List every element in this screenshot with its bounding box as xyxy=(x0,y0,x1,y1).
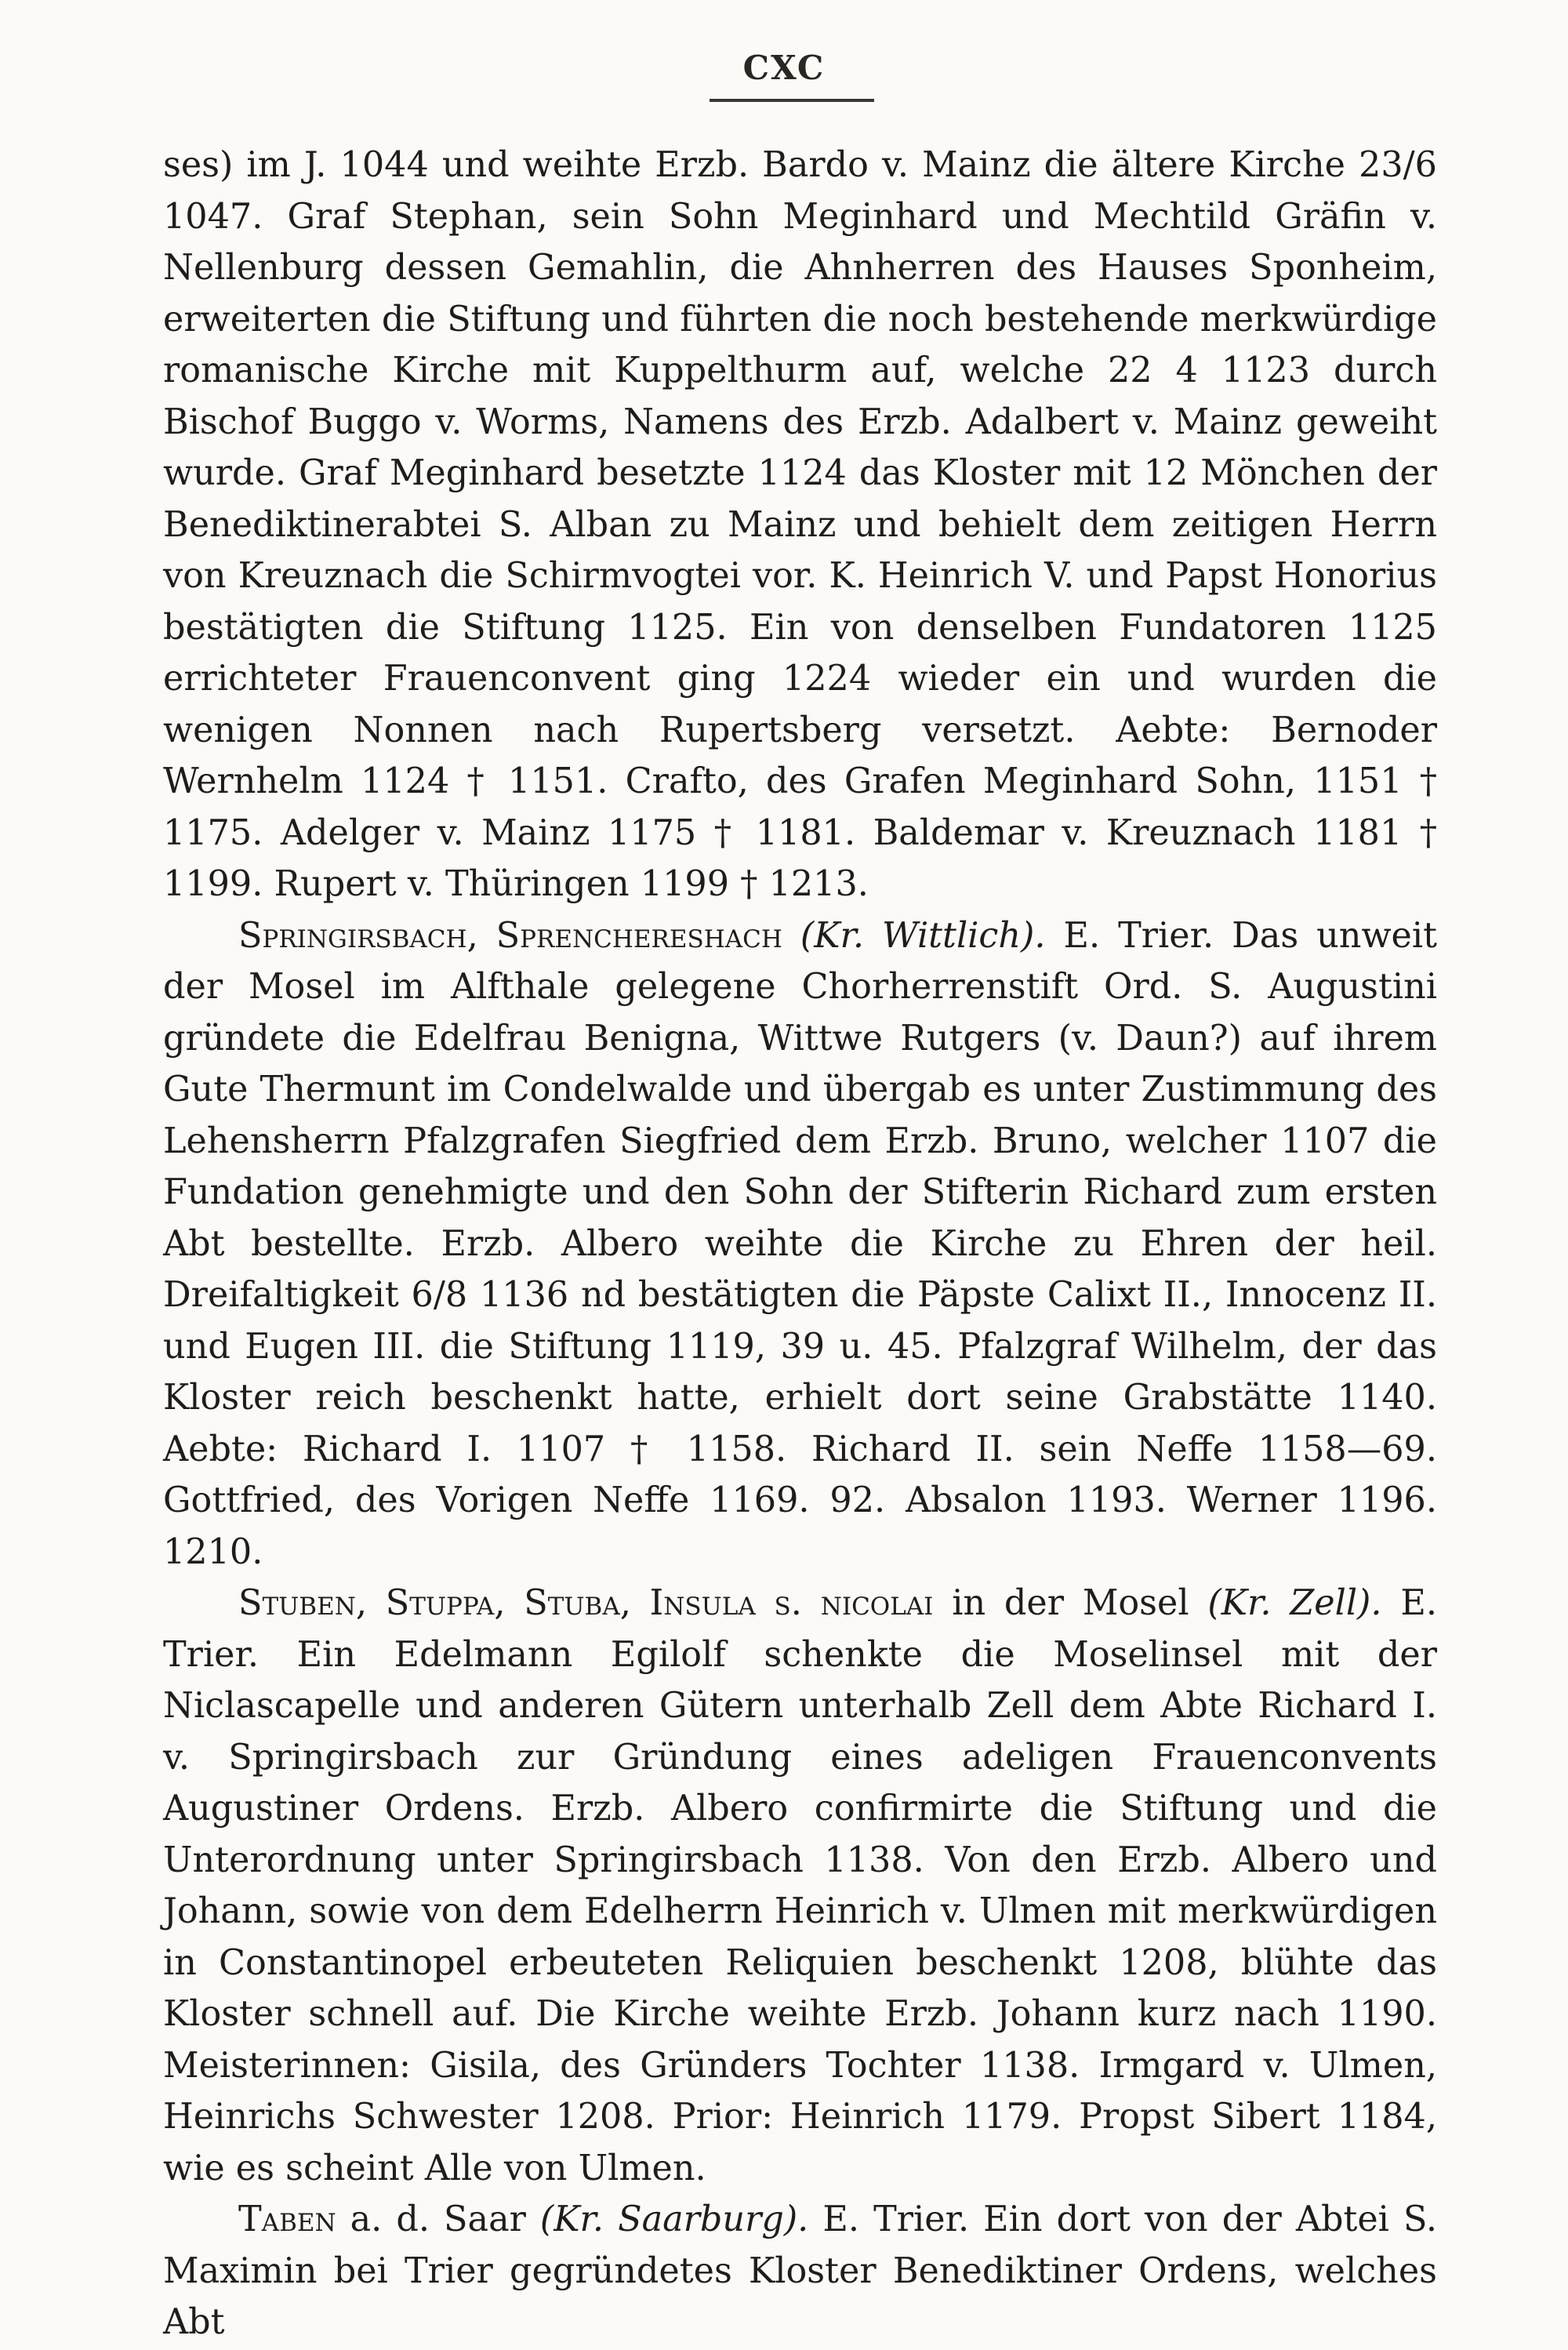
entry-location: (Kr. Wittlich). xyxy=(800,915,1046,956)
entry-heading: Taben xyxy=(238,2199,336,2239)
entry-text-prefix: in der Mosel xyxy=(933,1583,1208,1623)
entry-heading: Stuben, Stuppa, Stuba, Insula s. nicolai xyxy=(238,1583,934,1623)
entry-text: E. Trier. Ein Edelmann Egilolf schenkte die Moselinsel mit der Niclascapelle und anderen Gütern unterhalb Zell dem Abte Richard I. v. Springirsbach zur Gründung eines adeligen Frauenconvents Augustiner Ordens. Erzb. Albero confirmirte die Stiftung und die Unterordnung unter Springirsbach 1138. Von den Erzb. Albero und Johann, sowie von dem Edelherrn Heinrich v. Ulmen mit merkwürdigen in Constantinopel erbeuteten Reliquien beschenkt 1208, blühte das Kloster schnell auf. Die Kirche weihte Erzb. Johann kurz nach 1190. Meisterinnen: Gisila, des Gründers Tochter 1138. Irmgard v. Ulmen, Heinrichs Schwester 1208. Prior: Heinrich 1179. Propst Sibert 1184, wie es scheint Alle von Ulmen. xyxy=(163,1583,1437,2188)
entry-text: E. Trier. Ein dort von der Abtei S. Maximin bei Trier gegründetes Kloster Benediktiner Ordens, welches Abt xyxy=(163,2199,1437,2342)
paragraph-text: ses) im J. 1044 und weihte Erzb. Bardo v. Mainz die ältere Kirche 23/6 1047. Graf Stephan, sein Sohn Meginhard und Mechtild Gräfin v. Nellenburg dessen Gemahlin, die Ahnherren des Hauses Sponheim, erweiterten die Stiftung und führten die noch bestehende merkwürdige romanische Kirche mit Kuppelthurm auf, welche 22 4 1123 durch Bischof Buggo v. Worms, Namens des Erzb. Adalbert v. Mainz geweiht wurde. Graf Meginhard besetzte 1124 das Kloster mit 12 Mönchen der Benediktinerabtei S. Alban zu Mainz und behielt dem zeitigen Herrn von Kreuznach die Schirmvogtei vor. K. Heinrich V. und Papst Honorius bestätigten die Stiftung 1125. Ein von denselben Fundatoren 1125 errichteter Frauenconvent ging 1224 wieder ein und wurden die wenigen Nonnen nach Rupertsberg versetzt. Aebte: Bernoder Wernhelm 1124 † 1151. Crafto, des Grafen Meginhard Sohn, 1151 † 1175. Adelger v. Mainz 1175 † 1181. Baldemar v. Kreuznach 1181 † 1199. Rupert v. Thüringen 1199 † 1213. xyxy=(163,145,1437,904)
entry-location: (Kr. Saarburg). xyxy=(539,2199,809,2239)
entry-springirsbach xyxy=(163,910,1437,1578)
entry-text-prefix: a. d. Saar xyxy=(336,2199,540,2239)
entry-location: (Kr. Zell). xyxy=(1207,1583,1382,1623)
body-text xyxy=(163,140,1437,2348)
entry-stuben xyxy=(163,1578,1437,2194)
entry-text: E. Trier. Das unweit der Mosel im Alfthale gelegene Chorherrenstift Ord. S. Augustini gründete die Edelfrau Benigna, Wittwe Rutgers (v. Daun?) auf ihrem Gute Thermunt im Condelwalde und übergab es unter Zustimmung des Lehensherrn Pfalzgrafen Siegfried dem Erzb. Bruno, welcher 1107 die Fundation genehmigte und den Sohn der Stifterin Richard zum ersten Abt bestellte. Erzb. Albero weihte die Kirche zu Ehren der heil. Dreifaltigkeit 6/8 1136 nd bestätigten die Päpste Calixt II., Innocenz II. und Eugen III. die Stiftung 1119, 39 u. 45. Pfalzgraf Wilhelm, der das Kloster reich beschenkt hatte, erhielt dort seine Grabstätte 1140. Aebte: Richard I. 1107 † 1158. Richard II. sein Neffe 1158—69. Gottfried, des Vorigen Neffe 1169. 92. Absalon 1193. Werner 1196. 1210. xyxy=(163,915,1437,1572)
page-number: CXC xyxy=(742,49,826,87)
header-rule xyxy=(710,99,874,102)
entry-taben xyxy=(163,2194,1437,2348)
paragraph-continued xyxy=(163,140,1437,910)
entry-heading: Springirsbach, Sprenchereshach xyxy=(238,915,782,956)
